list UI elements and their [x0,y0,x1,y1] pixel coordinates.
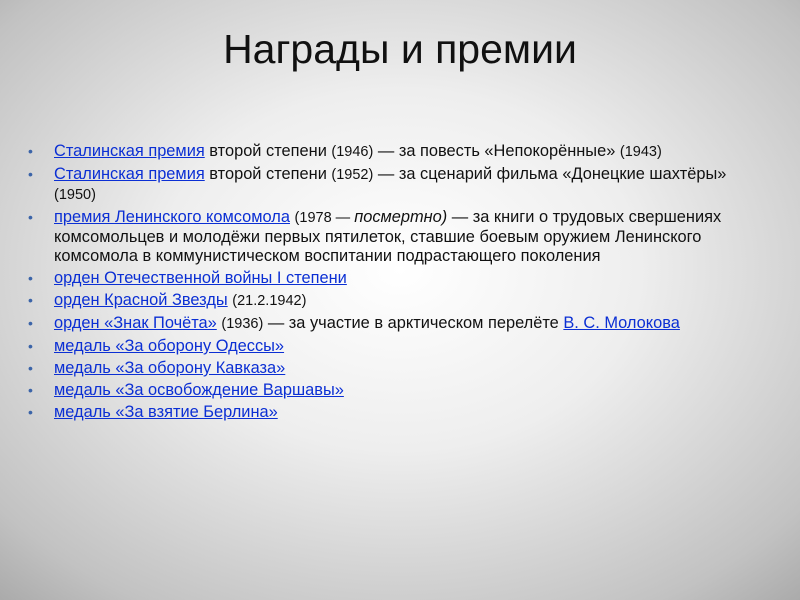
award-link-caucasus-medal[interactable]: медаль «За оборону Кавказа» [54,359,286,377]
bullet-icon: • [28,270,33,286]
award-link-odessa-medal[interactable]: медаль «За оборону Одессы» [54,337,285,355]
award-item-patriotic-war-order [28,269,754,288]
award-item-stalin-1946 [28,142,754,162]
award-item-berlin-medal [28,403,754,422]
award-year: (1978 — [294,210,355,226]
bullet-icon: • [28,315,33,331]
award-text: — за книги о трудовых свершениях комсомольцев и молодёжи первых пятилеток, ставшие боевым оружием Ленинского комсомола в коммунистическом воспитании подрастающего поколения [54,208,722,265]
award-year: (1936) [221,316,264,332]
award-link-badge-of-honour[interactable]: орден «Знак Почёта» [54,314,217,332]
award-link-komsomol-prize[interactable]: премия Ленинского комсомола [54,208,290,226]
bullet-icon: • [28,166,33,182]
bullet-icon: • [28,209,33,225]
bullet-icon: • [28,292,33,308]
award-text: — за сценарий фильма «Донецкие шахтёры» [373,165,727,183]
bullet-icon: • [28,143,33,159]
award-text: — за повесть «Непокорённые» [373,142,620,160]
bullet-icon: • [28,360,33,376]
awards-list [28,142,754,425]
award-link-berlin-medal[interactable]: медаль «За взятие Берлина» [54,403,278,421]
award-item-caucasus-medal [28,359,754,378]
bullet-icon: • [28,404,33,420]
award-item-warsaw-medal [28,381,754,400]
award-link-stalin-prize[interactable]: Сталинская премия [54,165,205,183]
award-text: — за участие в арктическом перелёте [263,314,564,332]
award-link-stalin-prize[interactable]: Сталинская премия [54,142,205,160]
person-link-molokov[interactable]: В. С. Молокова [563,314,680,332]
award-item-komsomol-prize [28,208,754,266]
award-link-warsaw-medal[interactable]: медаль «За освобождение Варшавы» [54,381,344,399]
award-year: (1952) [331,167,374,183]
award-item-badge-of-honour [28,314,754,334]
award-year: (1946) [331,144,374,160]
award-link-red-star-order[interactable]: орден Красной Звезды [54,291,228,309]
bullet-icon: • [28,382,33,398]
award-item-red-star-order [28,291,754,311]
award-item-stalin-1952 [28,165,754,205]
bullet-icon: • [28,338,33,354]
award-item-odessa-medal [28,337,754,356]
award-year: (1943) [619,144,662,160]
award-posthumous: посмертно) [354,208,448,226]
award-year: (21.2.1942) [232,293,307,309]
award-text: второй степени [204,142,332,160]
slide-title: Награды и премии [223,26,577,72]
award-link-patriotic-war-order[interactable]: орден Отечественной войны I степени [54,269,347,287]
award-year: (1950) [54,187,96,203]
award-text: второй степени [204,165,332,183]
